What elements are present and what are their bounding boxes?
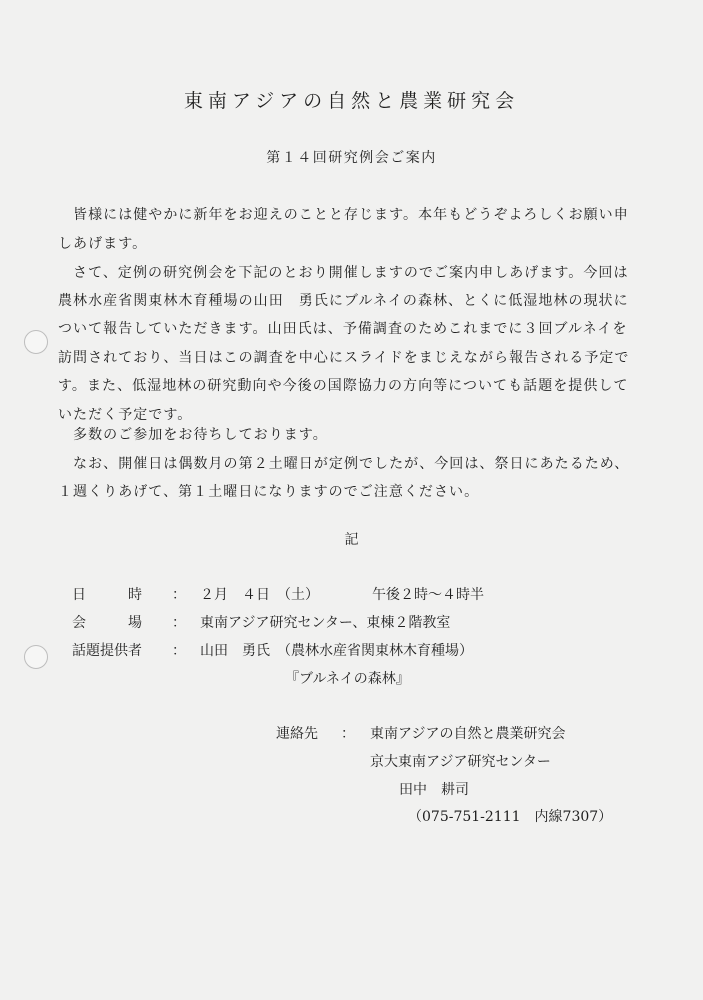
punch-hole-bottom [24,645,48,669]
speaker-label: 話題提供者 [72,643,142,659]
contact-org: 東南アジアの自然と農業研究会 [370,726,566,742]
time-value: 午後２時～４時半 [372,587,484,603]
contact-person: 田中 耕司 [399,782,469,798]
body-line: 多数のご参加をお待ちしております。 [58,427,328,443]
body-line: １週くりあげて、第１土曜日になりますのでご注意ください。 [58,484,480,500]
document-subtitle: 第１４回研究例会ご案内 [266,150,437,166]
talk-topic: 『ブルネイの森林』 [285,671,410,687]
speaker-value: 山田 勇氏 （農林水産省関東林木育種場） [200,643,473,659]
contact-dept: 京大東南アジア研究センター [370,754,551,770]
document-title: 東南アジアの自然と農業研究会 [183,90,520,112]
speaker-colon: ： [172,643,186,659]
date-label: 日 時 [72,587,142,603]
body-line: す。また、低湿地林の研究動向や今後の国際協力の方向等についても話題を提供して [58,378,629,394]
body-line: 農林水産省関東林木育種場の山田 勇氏にブルネイの森林、とくに低湿地林の現状に [58,293,629,309]
ki-heading: 記 [344,532,359,548]
venue-colon: ： [172,615,186,631]
date-value: ２月 ４日 （土） [200,587,319,603]
body-line: 皆様には健やかに新年をお迎えのことと存じます。本年もどうぞよろしくお願い申 [58,207,629,223]
date-colon: ： [172,587,186,603]
contact-phone: （075-751-2111 内線7307） [408,809,613,825]
body-line: なお、開催日は偶数月の第２土曜日が定例でしたが、今回は、祭日にあたるため、 [58,456,630,472]
contact-label: 連絡先 [276,726,318,742]
body-line: さて、定例の研究例会を下記のとおり開催しますのでご案内申しあげます。今回は [58,265,629,281]
contact-colon: ： [341,726,355,742]
body-line: ついて報告していただきます。山田氏は、予備調査のためこれまでに３回ブルネイを [58,321,628,337]
body-line: 訪問されており、当日はこの調査を中心にスライドをまじえながら報告される予定で [58,350,630,366]
body-line: しあげます。 [58,236,148,252]
venue-value: 東南アジア研究センター、東棟２階教室 [200,615,451,631]
punch-hole-top [24,330,48,354]
body-line: いただく予定です。 [58,407,193,423]
venue-label: 会 場 [72,615,142,631]
